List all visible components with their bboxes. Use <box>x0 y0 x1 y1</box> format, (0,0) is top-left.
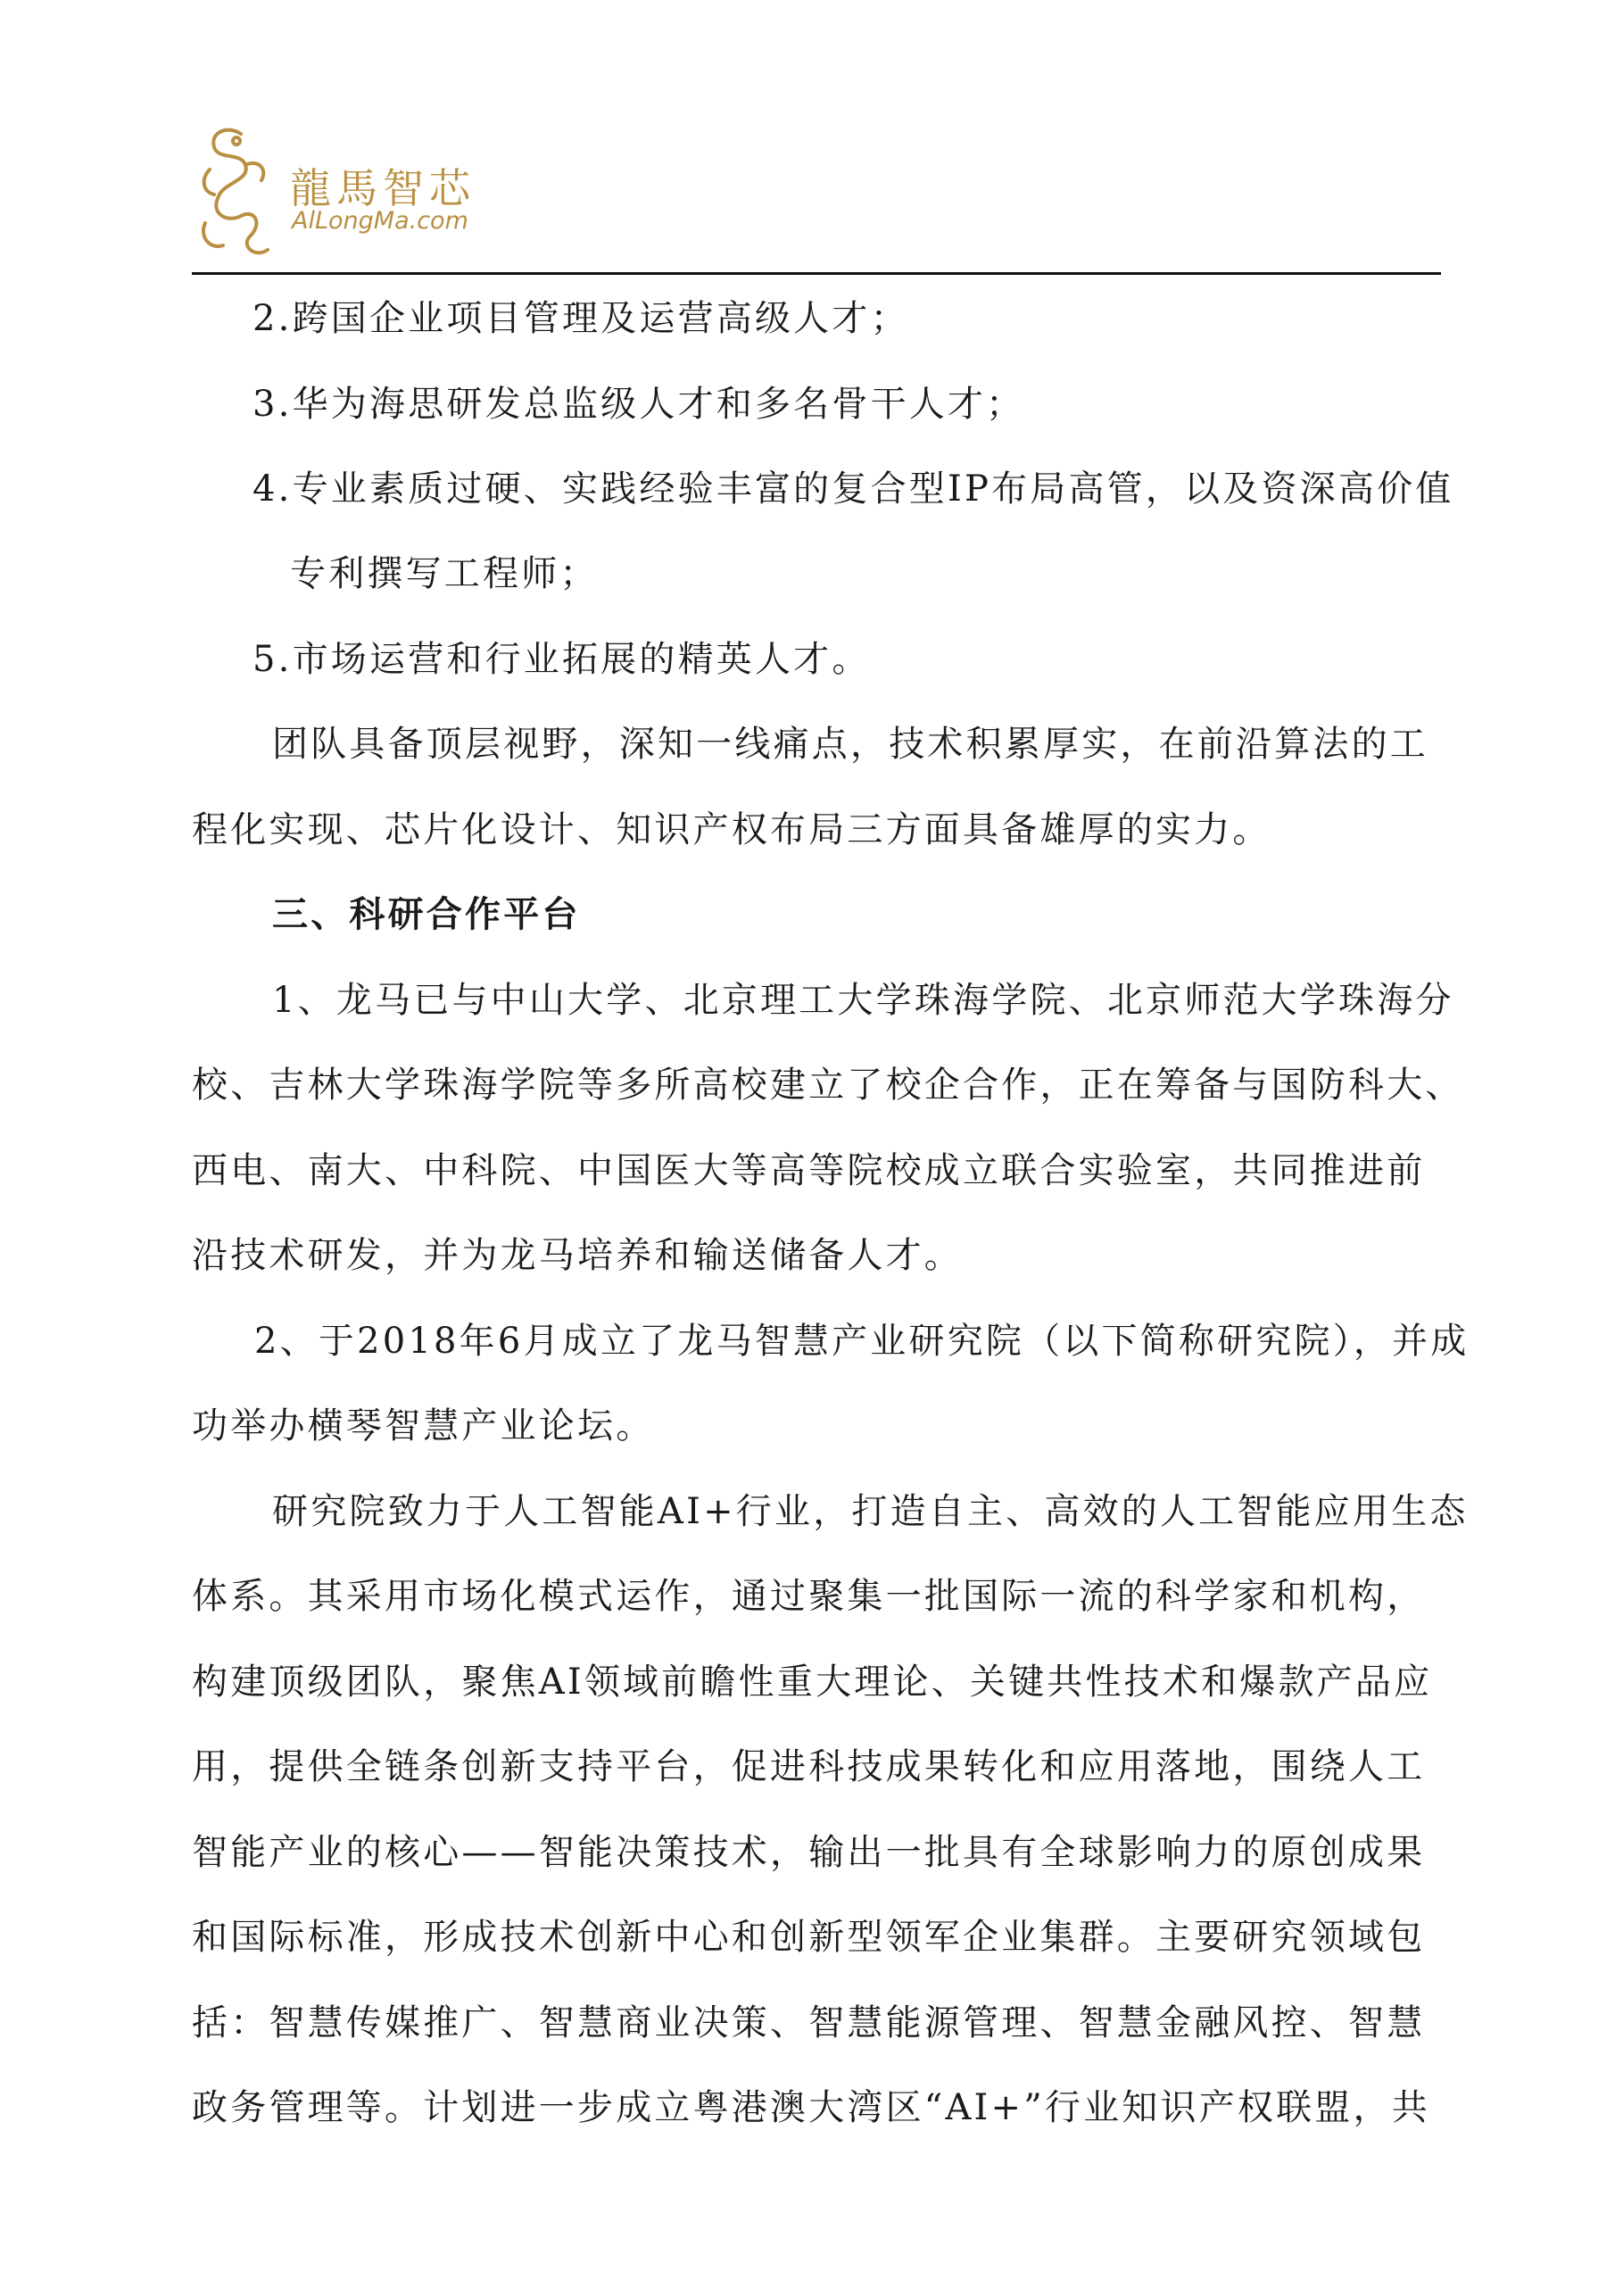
body-line: 沿技术研发，并为龙马培养和输送储备人才。 <box>192 1235 963 1276</box>
section-heading: 三、科研合作平台 <box>272 893 581 935</box>
logo-website-text: AlLongMa.com <box>292 207 468 235</box>
body-line: 5.市场运营和行业拓展的精英人才。 <box>253 639 871 680</box>
body-line: 程化实现、芯片化设计、知识产权布局三方面具备雄厚的实力。 <box>192 809 1271 850</box>
body-line: 3.华为海思研发总监级人才和多名骨干人才； <box>253 384 1025 425</box>
body-line: 4.专业素质过硬、实践经验丰富的复合型IP布局高管，以及资深高价值 <box>253 468 1454 510</box>
logo-chinese-text: 龍馬智芯 <box>290 164 476 212</box>
body-line: 西电、南大、中科院、中国医大等高等院校成立联合实验室，共同推进前 <box>192 1150 1426 1191</box>
body-line: 功举办横琴智慧产业论坛。 <box>192 1405 655 1446</box>
body-line: 政务管理等。计划进一步成立粤港澳大湾区“AI+”行业知识产权联盟，共 <box>192 2087 1430 2128</box>
body-line: 研究院致力于人工智能AI+行业，打造自主、高效的人工智能应用生态 <box>272 1491 1469 1532</box>
body-line: 团队具备顶层视野，深知一线痛点，技术积累厚实，在前沿算法的工 <box>272 724 1428 765</box>
body-line: 2.跨国企业项目管理及运营高级人才； <box>253 298 909 339</box>
body-line: 智能产业的核心——智能决策技术，输出一批具有全球影响力的原创成果 <box>192 1832 1426 1873</box>
dragon-logo-icon <box>192 116 281 268</box>
body-line: 校、吉林大学珠海学院等多所高校建立了校企合作，正在筹备与国防科大、 <box>192 1065 1464 1106</box>
body-line: 专利撰写工程师； <box>290 553 599 594</box>
body-line: 2、于2018年6月成立了龙马智慧产业研究院（以下简称研究院），并成 <box>254 1321 1470 1362</box>
body-line: 体系。其采用市场化模式运作，通过聚集一批国际一流的科学家和机构， <box>192 1576 1426 1617</box>
body-line: 构建顶级团队，聚焦AI领域前瞻性重大理论、关键共性技术和爆款产品应 <box>192 1662 1433 1703</box>
body-line: 括：智慧传媒推广、智慧商业决策、智慧能源管理、智慧金融风控、智慧 <box>192 2002 1426 2043</box>
header-divider <box>192 272 1441 275</box>
body-line: 和国际标准，形成技术创新中心和创新型领军企业集群。主要研究领域包 <box>192 1917 1426 1958</box>
body-line: 用，提供全链条创新支持平台，促进科技成果转化和应用落地，围绕人工 <box>192 1746 1426 1787</box>
page-header <box>192 107 1441 277</box>
body-line: 1、龙马已与中山大学、北京理工大学珠海学院、北京师范大学珠海分 <box>272 980 1454 1021</box>
